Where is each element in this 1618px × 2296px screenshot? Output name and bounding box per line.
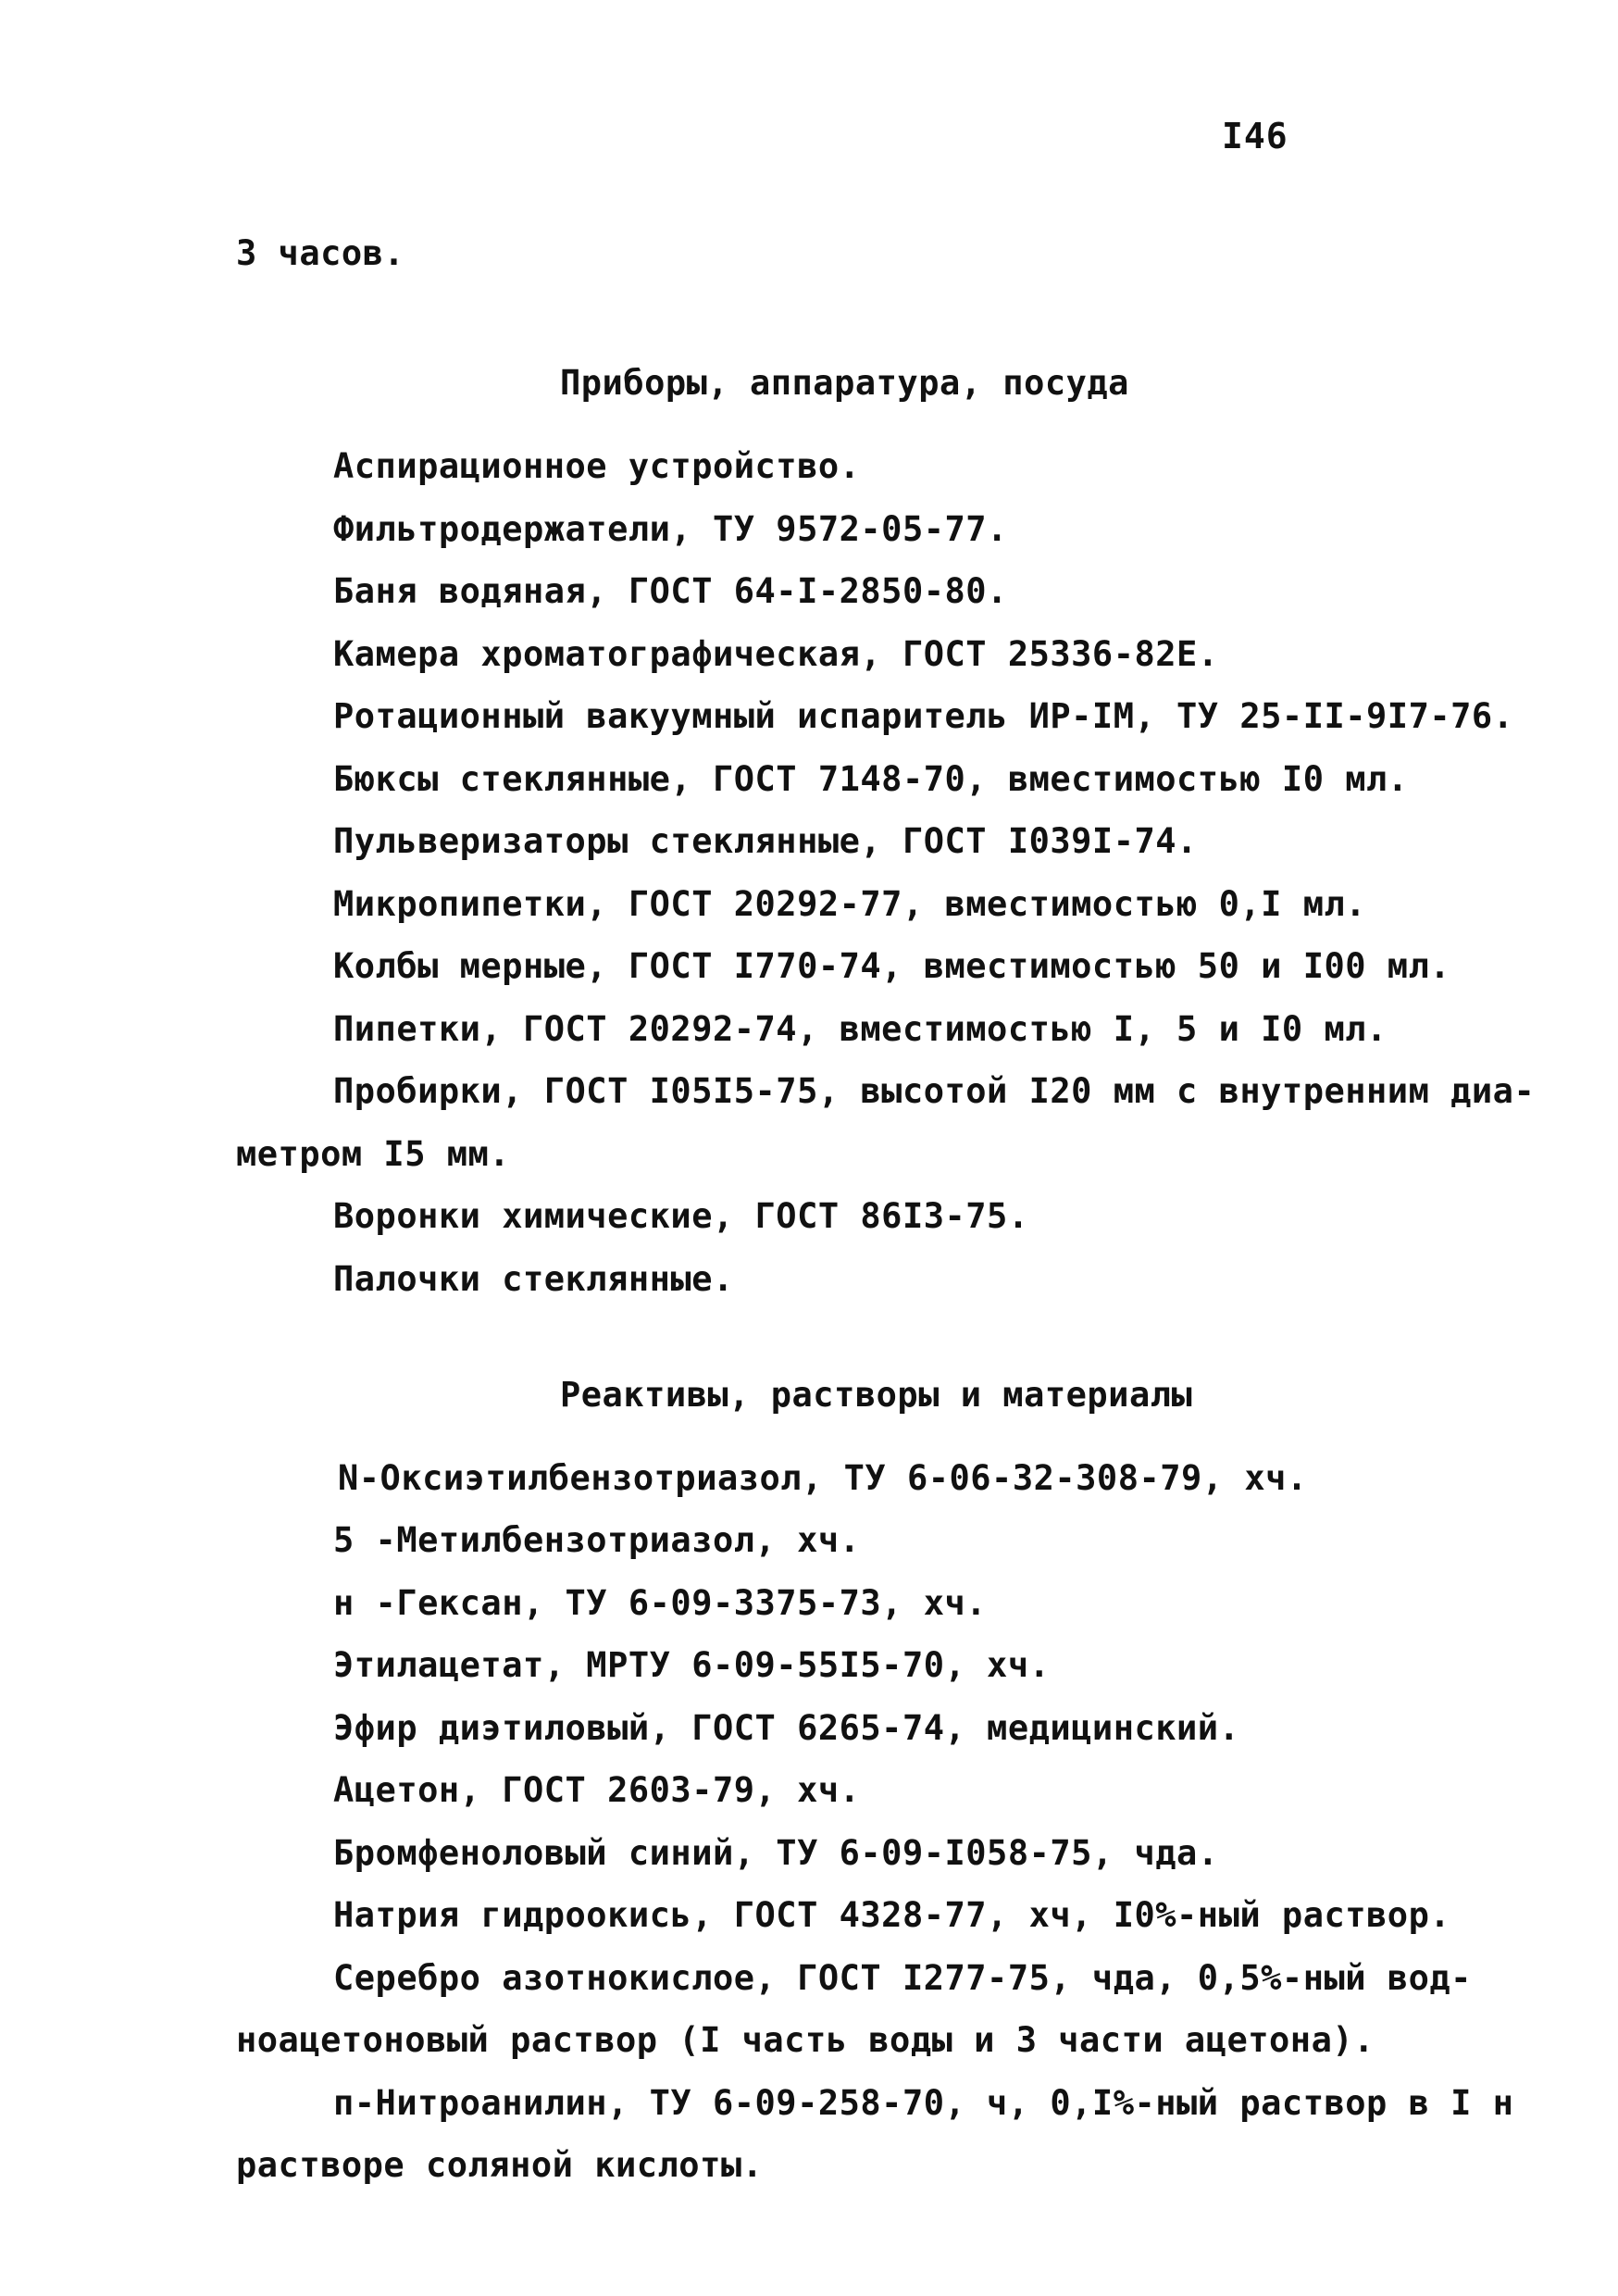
reagent-line: 5 -Метилбензотриазол, хч. — [333, 1520, 861, 1560]
reagent-line: Ацетон, ГОСТ 2603-79, хч. — [333, 1770, 861, 1810]
equipment-line: Воронки химические, ГОСТ 86I3-75. — [333, 1196, 1029, 1236]
reagent-line: Натрия гидроокись, ГОСТ 4328-77, хч, I0%-ный раствор. — [333, 1895, 1451, 1935]
page-number: I46 — [1222, 116, 1288, 156]
equipment-line: Пипетки, ГОСТ 20292-74, вместимостью I, 5 и I0 мл. — [333, 1009, 1388, 1049]
reagent-line: Серебро азотнокислое, ГОСТ I277-75, чда, 0,5%-ный вод- — [333, 1958, 1472, 1998]
equipment-line: Палочки стеклянные. — [333, 1259, 734, 1299]
section-heading-equipment: Приборы, аппаратура, посуда — [560, 363, 1129, 403]
equipment-line: Аспирационное устройство. — [333, 446, 861, 486]
reagent-line: N-Оксиэтилбензотриазол, ТУ 6-06-32-308-79, хч. — [338, 1458, 1308, 1498]
equipment-line: метром I5 мм. — [236, 1134, 511, 1174]
equipment-line: Пробирки, ГОСТ I05I5-75, высотой I20 мм с внутренним диа- — [333, 1071, 1536, 1111]
equipment-line: Пульверизаторы стеклянные, ГОСТ I039I-74. — [333, 821, 1198, 861]
reagent-line: Эфир диэтиловый, ГОСТ 6265-74, медицинский. — [333, 1708, 1240, 1748]
reagent-line: ноацетоновый раствор (I часть воды и 3 части ацетона). — [236, 2020, 1375, 2060]
intro-text: 3 часов. — [236, 233, 405, 273]
reagent-line: н -Гексан, ТУ 6-09-3375-73, хч. — [333, 1583, 988, 1623]
equipment-line: Микропипетки, ГОСТ 20292-77, вместимостью 0,I мл. — [333, 884, 1367, 924]
equipment-line: Камера хроматографическая, ГОСТ 25336-82Е. — [333, 634, 1219, 674]
reagent-line: Этилацетат, МРТУ 6-09-55I5-70, хч. — [333, 1645, 1051, 1685]
equipment-line: Фильтродержатели, ТУ 9572-05-77. — [333, 509, 1008, 549]
reagent-line: Бромфеноловый синий, ТУ 6-09-I058-75, чда. — [333, 1833, 1219, 1873]
section-heading-reagents: Реактивы, растворы и материалы — [560, 1375, 1193, 1415]
reagent-line: растворе соляной кислоты. — [236, 2145, 764, 2185]
equipment-line: Бюксы стеклянные, ГОСТ 7148-70, вместимостью I0 мл. — [333, 759, 1409, 799]
equipment-line: Баня водяная, ГОСТ 64-I-2850-80. — [333, 571, 1008, 611]
equipment-line: Колбы мерные, ГОСТ I770-74, вместимостью 50 и I00 мл. — [333, 946, 1451, 986]
equipment-line: Ротационный вакуумный испаритель ИР-IМ, ТУ 25-II-9I7-76. — [333, 696, 1514, 736]
reagent-line: п-Нитроанилин, ТУ 6-09-258-70, ч, 0,I%-ный раствор в I н — [333, 2083, 1514, 2123]
